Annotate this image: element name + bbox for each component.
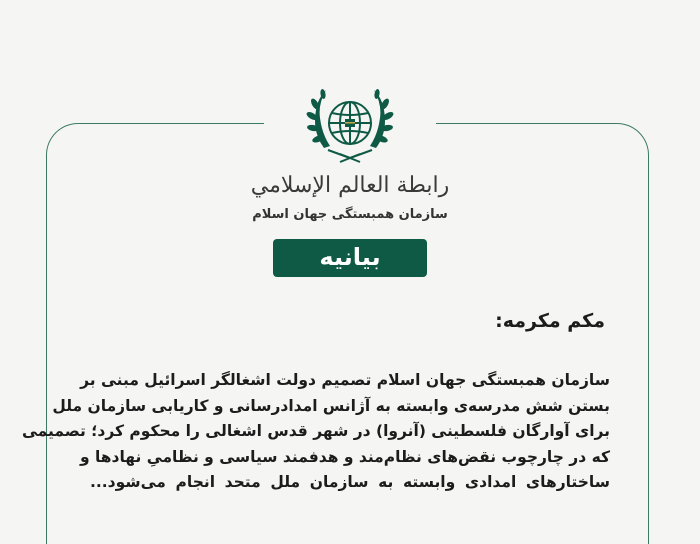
body-line: که در چارچوب نقض‌های نظام‌مند و هدفمند سیاسی و نظامیِ نهادها و [79, 447, 610, 466]
body-line: ساختارهای امدادی وابسته به سازمان ملل متحد انجام می‌شود... [90, 473, 610, 491]
org-name-arabic: رابطة العالم الإسلامي [250, 173, 450, 198]
globe-laurel-icon [306, 84, 394, 164]
org-name-persian: سازمان همبستگی جهان اسلام [252, 207, 448, 222]
letter-body [21, 368, 610, 496]
body-line: برای آوارگان فلسطینی (آنروا) در شهر قدس اشغالی را محکوم کرد؛ تصمیمی [21, 422, 610, 440]
body-line: بستن شش مدرسه‌ی وابسته به آژانس امدادرسانی و کاریابی سازمان ملل [52, 396, 610, 415]
salutation: مکم مکرمه: [495, 310, 605, 332]
body-line: سازمان همبستگی جهان اسلام تصمیم دولت اشغالگر اسرائیل مبنی بر [80, 371, 610, 389]
document-type-badge: بیانیه [273, 239, 427, 277]
